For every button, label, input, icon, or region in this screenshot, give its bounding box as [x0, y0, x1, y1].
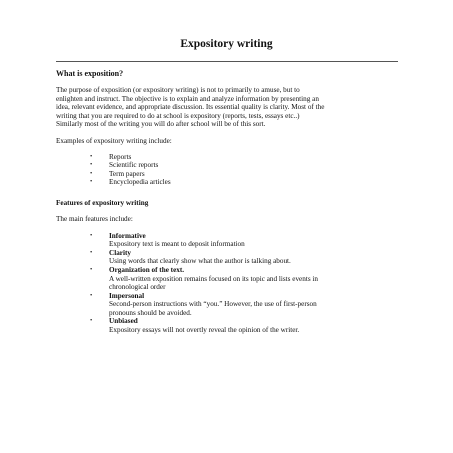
bullet-icon: • [90, 231, 93, 239]
feature-title: Clarity [109, 248, 131, 257]
list-item: • Encyclopedia articles [90, 178, 171, 187]
feature-description: A well-written exposition remains focused on its topic and lists events in [109, 274, 319, 283]
features-list [56, 232, 401, 335]
feature-title: Organization of the text. [109, 265, 185, 274]
title-divider [56, 61, 398, 62]
paragraph-line: idea, relevant evidence, and appropriate discussion. Its essential quality is clarity. Most of the [56, 103, 325, 112]
list-item: • Scientific reports [90, 161, 159, 170]
bullet-icon: • [90, 169, 93, 177]
features-intro: The main features include: [56, 214, 133, 223]
feature-description: Expository essays will not overtly reveal the opinion of the writer. [109, 326, 300, 335]
feature-title: Impersonal [109, 291, 145, 300]
examples-intro: Examples of expository writing include: [56, 136, 172, 145]
paragraph-line: Similarly most of the writing you will do after school will be of this sort. [56, 120, 266, 129]
bullet-icon: • [90, 178, 93, 186]
feature-description: pronouns should be avoided. [109, 308, 192, 317]
feature-description: Expository text is meant to deposit information [109, 240, 245, 249]
list-item [56, 232, 401, 249]
document-body [56, 69, 401, 335]
intro-paragraph [56, 86, 401, 129]
bullet-icon: • [90, 248, 93, 256]
feature-description: Second-person instructions with “you.” However, the use of first-person [109, 300, 317, 309]
bullet-icon: • [90, 291, 93, 299]
paragraph-line: enlighten and instruct. The objective is to explain and analyze information by presenting an [56, 94, 319, 103]
list-item: • Term papers [90, 169, 145, 178]
bullet-icon: • [90, 161, 93, 169]
feature-title: Informative [109, 231, 146, 240]
feature-title: Unbiased [109, 317, 138, 326]
list-item: • Reports [90, 152, 132, 161]
bullet-icon: • [90, 317, 93, 325]
section-heading-features: Features of expository writing [56, 198, 149, 207]
feature-description: chronological order [109, 283, 166, 292]
bullet-icon: • [90, 265, 93, 273]
section-heading-what-is-exposition: What is exposition? [56, 69, 124, 78]
list-item [56, 249, 401, 266]
paragraph-line: writing that you are required to do at school is expository (reports, tests, essays etc..) [56, 111, 300, 120]
feature-description: Using words that clearly show what the author is talking about. [109, 257, 291, 266]
list-item [56, 317, 401, 334]
list-item [56, 292, 401, 318]
document-title: Expository writing [180, 38, 273, 50]
paragraph-line: The purpose of exposition (or expository writing) is not to primarily to amuse, but to [56, 86, 300, 94]
list-item [56, 266, 401, 292]
examples-list [56, 153, 401, 187]
bullet-icon: • [90, 152, 93, 160]
